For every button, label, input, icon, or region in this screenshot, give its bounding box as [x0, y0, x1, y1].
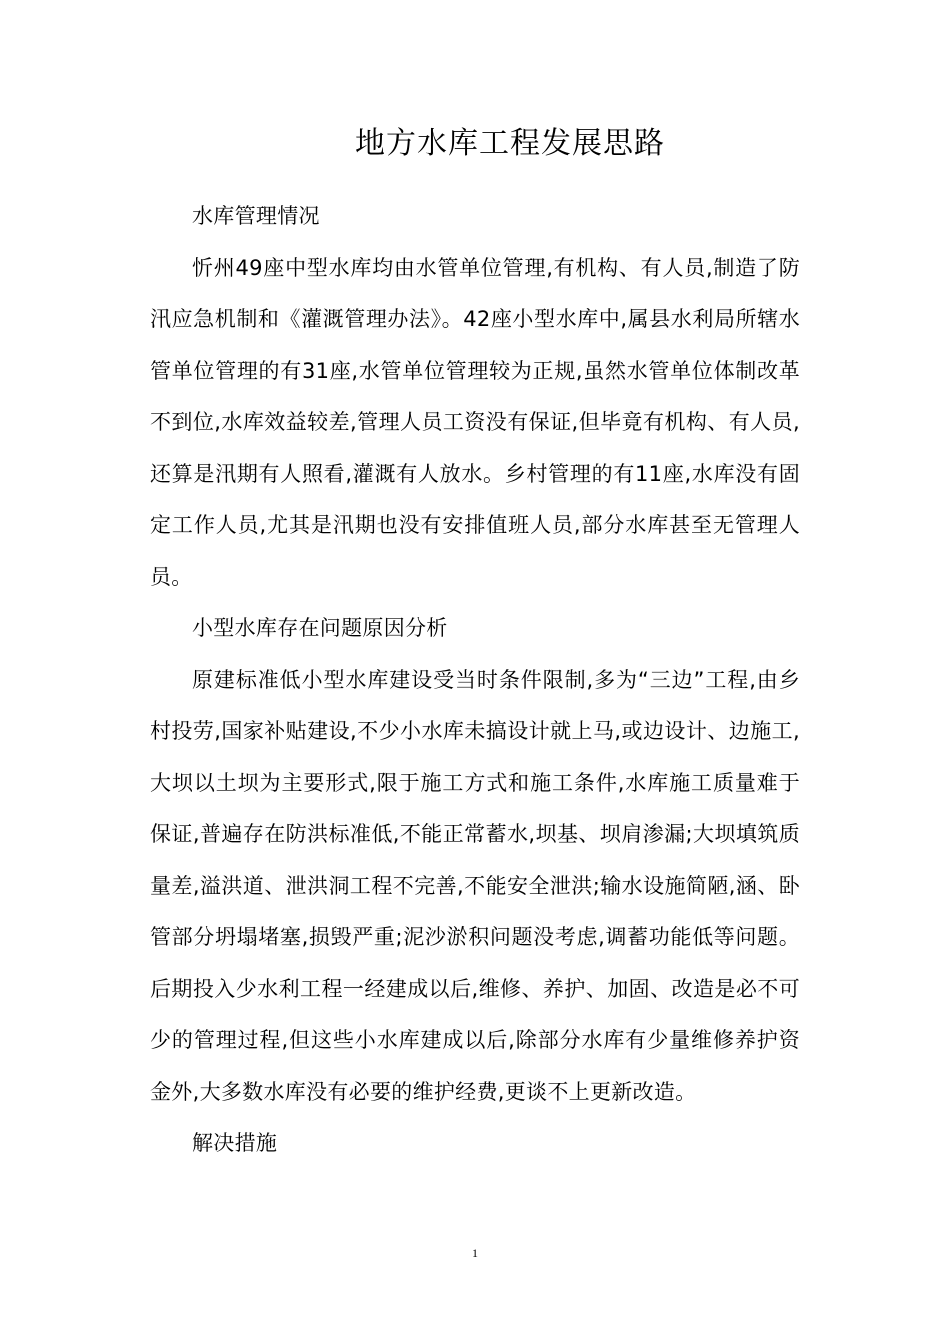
document-title: 地方水库工程发展思路: [355, 126, 665, 161]
paragraph-reservoir-management: 忻州49座中型水库均由水管单位管理,有机构、有人员,制造了防汛应急机制和《灌溉管理办法》。42座小型水库中,属县水利局所辖水管单位管理的有31座,水管单位管理较为正规,虽然水管单位体制改革不到位,水库效益较差,管理人员工资没有保证,但毕竟有机构、有人员,还算是汛期有人照看,灌溉有人放水。乡村管理的有11座,水库没有固定工作人员,尤其是汛期也没有安排值班人员,部分水库甚至无管理人员。: [150, 255, 800, 589]
section-heading-solutions: 解决措施: [192, 1131, 278, 1155]
page-number: 1: [472, 1246, 478, 1260]
section-heading-problem-analysis: 小型水库存在问题原因分析: [192, 616, 448, 640]
paragraph-problem-analysis: 原建标准低小型水库建设受当时条件限制,多为“三边”工程,由乡村投劳,国家补贴建设,不少小水库未搞设计就上马,或边设计、边施工,大坝以土坝为主要形式,限于施工方式和施工条件,水库施工质量难于保证,普遍存在防洪标准低,不能正常蓄水,坝基、坝肩渗漏;大坝填筑质量差,溢洪道、泄洪洞工程不完善,不能安全泄洪;输水设施简陋,涵、卧管部分坍塌堵塞,损毁严重;泥沙淤积问题没考虑,调蓄功能低等问题。后期投入少水利工程一经建成以后,维修、养护、加固、改造是必不可少的管理过程,但这些小水库建成以后,除部分水库有少量维修养护资金外,大多数水库没有必要的维护经费,更谈不上更新改造。: [150, 667, 800, 1104]
section-heading-reservoir-management: 水库管理情况: [192, 204, 320, 228]
document-body: [150, 191, 800, 1170]
